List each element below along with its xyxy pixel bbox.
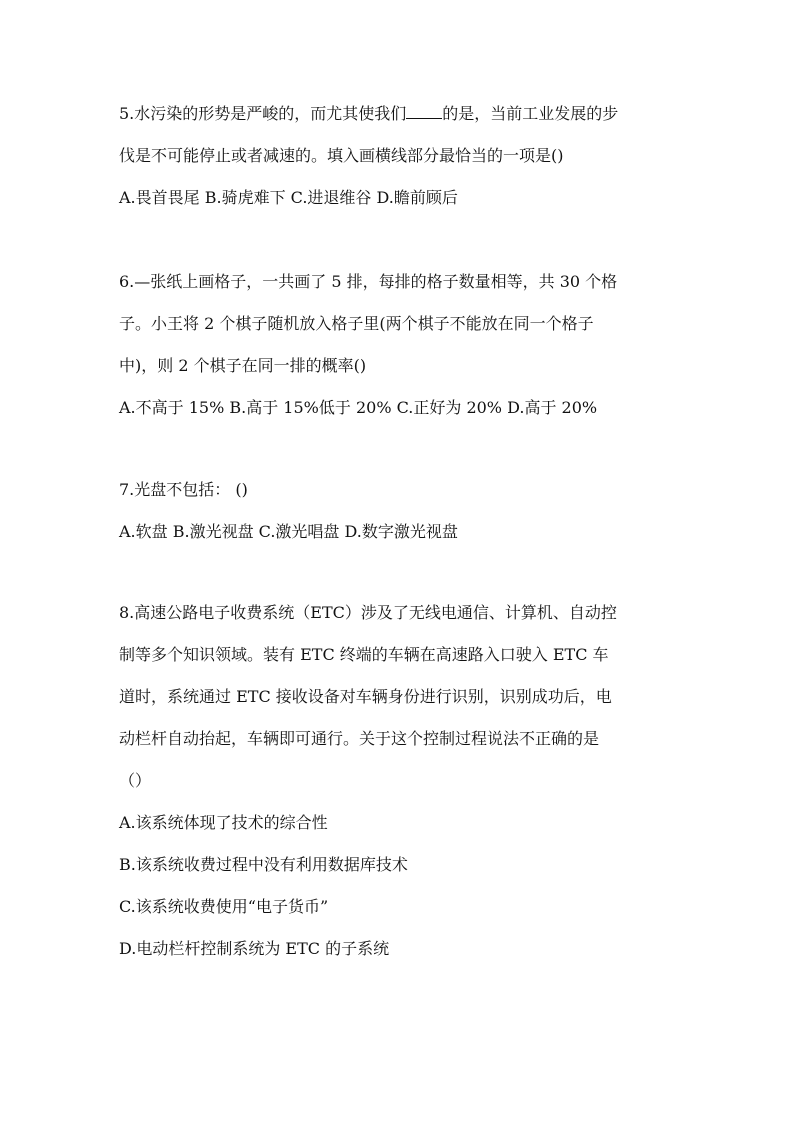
question-5 [119, 104, 689, 208]
fill-in-blank [406, 104, 442, 119]
question-8-stem-line-2: 制等多个知识领域。装有 ETC 终端的车辆在高速路入口驶入 ETC 车 [119, 645, 609, 664]
question-7-options: A.软盘 B.激光视盘 C.激光唱盘 D.数字激光视盘 [119, 522, 458, 541]
question-8-option-a: A.该系统体现了技术的综合性 [119, 813, 328, 832]
question-6 [119, 272, 689, 418]
question-6-stem-line-3: 中)，则 2 个棋子在同一排的概率() [119, 356, 367, 375]
question-5-options: A.畏首畏尾 B.骑虎难下 C.进退维谷 D.瞻前顾后 [119, 188, 458, 207]
question-8-option-b: B.该系统收费过程中没有利用数据库技术 [119, 855, 408, 874]
question-8-stem-line-3: 道时，系统通过 ETC 接收设备对车辆身份进行识别，识别成功后，电 [119, 687, 612, 706]
question-7 [119, 480, 689, 542]
question-5-stem-line-2: 伐是不可能停止或者减速的。填入画横线部分最恰当的一项是() [119, 146, 564, 165]
question-8-stem-line-4: 动栏杆自动抬起，车辆即可通行。关于这个控制过程说法不正确的是 [119, 729, 600, 748]
question-5-stem-line-1 [119, 104, 689, 124]
question-8 [119, 603, 689, 959]
question-6-options: A.不高于 15% B.高于 15%低于 20% C.正好为 20% D.高于 20% [119, 398, 598, 417]
question-6-stem-line-1: 6.—张纸上画格子，一共画了 5 排，每排的格子数量相等，共 30 个格 [119, 272, 618, 291]
question-8-option-d: D.电动栏杆控制系统为 ETC 的子系统 [119, 939, 390, 958]
question-6-stem-line-2: 子。小王将 2 个棋子随机放入格子里(两个棋子不能放在同一个格子 [119, 314, 594, 333]
question-8-option-c: C.该系统收费使用“电子货币” [119, 897, 329, 916]
question-5-stem-before-blank: 5.水污染的形势是严峻的，而尤其使我们 [119, 104, 407, 123]
question-7-stem: 7.光盘不包括： () [119, 480, 248, 499]
question-5-stem-after-blank: 的是，当前工业发展的步 [442, 104, 619, 123]
question-8-stem-line-1: 8.高速公路电子收费系统（ETC）涉及了无线电通信、计算机、自动控 [119, 603, 617, 622]
question-8-stem-line-5: （） [119, 771, 152, 790]
